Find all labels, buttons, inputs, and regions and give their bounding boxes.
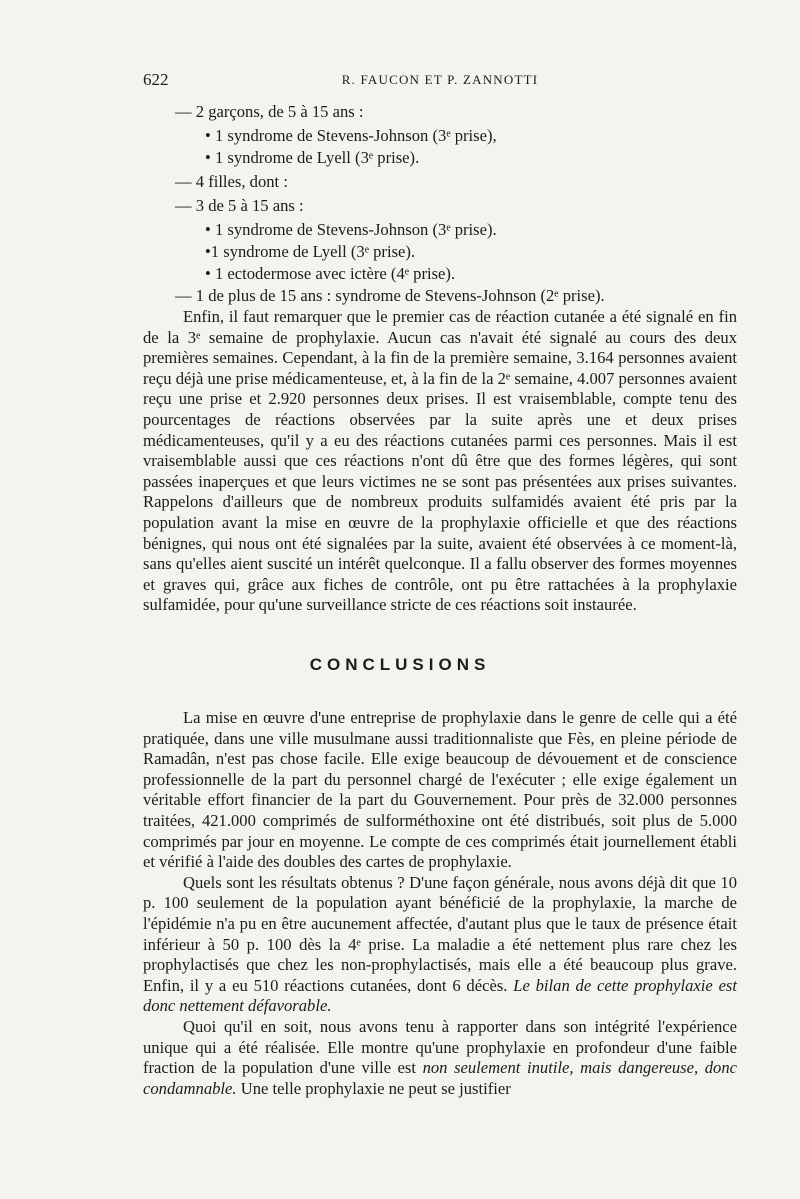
conclusions-paragraph-2 bbox=[143, 873, 737, 1017]
case-list-item: • 1 ectodermose avec ictère (4ᵉ prise). bbox=[205, 264, 456, 283]
emphasis-text: Le bilan de cette prophylaxie est donc nettement défavorable. bbox=[143, 975, 738, 1016]
case-list-item: •1 syndrome de Lyell (3ᵉ prise). bbox=[205, 242, 416, 261]
case-list-item: • 1 syndrome de Stevens-Johnson (3ᵉ prise), bbox=[205, 126, 497, 145]
case-list-item: • 1 syndrome de Lyell (3ᵉ prise). bbox=[205, 148, 420, 167]
page-header bbox=[143, 70, 737, 92]
emphasis-text: non seulement inutile, mais dangereuse, donc condamnable. bbox=[143, 1058, 737, 1098]
case-list-item: — 4 filles, dont : bbox=[175, 172, 288, 191]
case-list-item: — 1 de plus de 15 ans : syndrome de Stevens-Johnson (2ᵉ prise). bbox=[175, 286, 605, 305]
paragraph-text: Enfin, il faut remarquer que le premier cas de réaction cutanée a été signalé en fin de la 3ᵉ semaine de prophylaxie. Aucun cas n'avait été signalé au cours des deux premières semaines. Cependant, à la fin de la première semaine, 3.164 personnes avaient reçu déjà une prise médicamenteuse, et, à la fin de la 2ᵉ semaine, 4.007 personnes avaient reçu une prise et 2.920 personnes deux prises. Il est vraisemblable, compte tenu des pourcentages de réactions observées par la suite après une et deux prises médicamenteuses, qu'il y a eu des réactions cutanées parmi ces personnes. Mais il est vraisemblable aussi que ces réactions n'ont dû être que des formes légères, qui sont passées inaperçues et que leurs victimes ne se sont pas présentées aux prises suivantes. Rappelons d'ailleurs que de nombreux produits sulfamidés avaient été pris par la population avant la mise en œuvre de la prophylaxie officielle et que des réactions bénignes, qui nous ont été signalées par la suite, avaient été observées à ce moment-là, sans qu'elles aient suscité un intérêt quelconque. Il a fallu observer des formes moyennes et graves qui, grâce aux fiches de contrôle, ont pu être rattachées à la prophylaxie sulfamidée, pour qu'une surveillance stricte de ces réactions soit instaurée. bbox=[143, 307, 737, 615]
conclusions-paragraph-3 bbox=[143, 1017, 737, 1099]
paragraph-text: Quels sont les résultats obtenus ? D'une façon générale, nous avons déjà dit que 10 p. 100 seulement de la population ayant bénéficié de la prophylaxie, la marche de l'épidémie n'a pu en être aucunement affectée, d'autant plus que le taux de présence était inférieur à 50 p. 100 dès la 4ᵉ prise. La maladie a été nettement plus rare chez les prophylactisés que chez les non-prophylactisés, mais elle a été beaucoup plus grave. Enfin, il y a eu 510 réactions cutanées, dont 6 décès. bbox=[143, 872, 737, 995]
case-list-item: — 2 garçons, de 5 à 15 ans : bbox=[175, 102, 364, 121]
case-list-item: • 1 syndrome de Stevens-Johnson (3ᵉ prise). bbox=[205, 220, 497, 239]
running-head: R. FAUCON ET P. ZANNOTTI bbox=[341, 72, 539, 87]
page-number: 622 bbox=[143, 70, 169, 89]
case-list-item: — 3 de 5 à 15 ans : bbox=[175, 196, 304, 215]
paragraph-text: Quoi qu'il en soit, nous avons tenu à rapporter dans son intégrité l'expérience unique qui a été réalisée. Elle montre qu'une prophylaxie en profondeur d'une faible fraction de la population d'une ville est bbox=[143, 1016, 737, 1078]
conclusions-paragraph-1: La mise en œuvre d'une entreprise de prophylaxie dans le genre de celle qui a été pratiquée, dans une ville musulmane aussi traditionnaliste que Fès, en pleine période de Ramadân, n'est pas chose facile. Elle exige beaucoup de dévouement et de conscience professionnelle de la part du personnel chargé de l'exécuter ; elle exige également un véritable effort financier de la part du Gouvernement. Pour près de 32.000 personnes traitées, 421.000 comprimés de sulforméthoxine ont été distribués, soit plus de 5.000 comprimés par jour en moyenne. Le compte de ces comprimés était journellement établi et vérifié à l'aide des doubles des cartes de prophylaxie. bbox=[143, 708, 737, 872]
body-paragraph-enfin bbox=[143, 307, 737, 616]
conclusions-body bbox=[143, 708, 737, 1099]
section-heading: CONCLUSIONS bbox=[309, 655, 491, 674]
paragraph-text: Une telle prophylaxie ne peut se justifier bbox=[236, 1078, 511, 1098]
